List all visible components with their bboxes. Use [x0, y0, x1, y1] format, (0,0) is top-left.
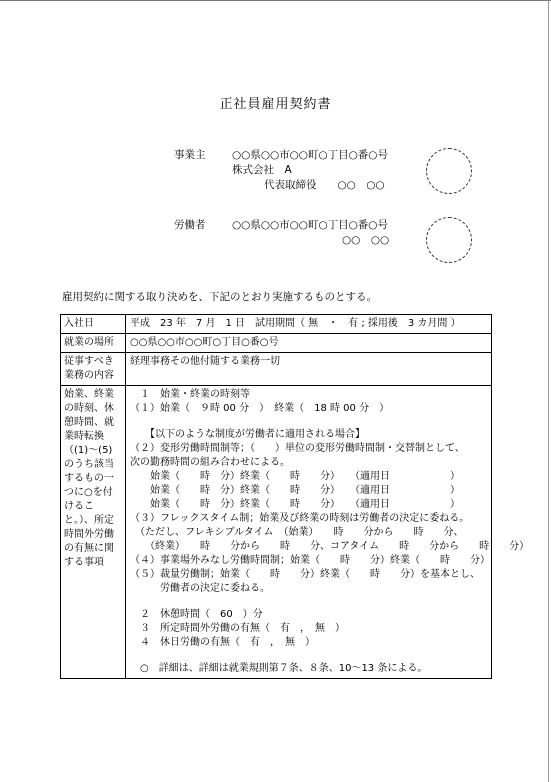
- worker-name: ○○ ○○: [342, 234, 390, 246]
- content-line: ２ 休憩時間（ 60 ）分: [130, 609, 263, 620]
- table-row: [61, 386, 492, 679]
- employer-seal-circle: [426, 148, 472, 194]
- employer-representative: 代表取締役 ○○ ○○: [264, 179, 385, 191]
- worker-label: 労働者: [174, 219, 206, 231]
- row-content: ○○県○○市○○町○丁目○番○号: [126, 334, 492, 353]
- content-line: （４）事業場外みなし労働時間制；始業（ 時 分）終業（ 時 分）: [130, 555, 490, 566]
- employer-label: 事業主: [174, 149, 206, 161]
- document-title: 正社員雇用契約書: [219, 97, 332, 112]
- content-line: 始業（ 時 分）終業（ 時 分） （適用日 ）: [130, 471, 460, 482]
- row-content: 経理事務その他付随する業務一切: [126, 353, 492, 386]
- intro-text: 雇用契約に関する取り決めを、下記のとおり実施するものとする。: [62, 291, 377, 303]
- employer-block: [174, 148, 434, 198]
- table-row: [61, 353, 492, 386]
- blank-line: [130, 416, 487, 428]
- row-label: 就業の場所: [61, 334, 126, 353]
- content-line: 始業（ 時 分）終業（ 時 分） （適用日 ）: [130, 485, 460, 496]
- page-top-border: [0, 0, 551, 1]
- content-line: （２）変形労働時間制等；（ ）単位の変形労働時間制・交替制として、: [130, 443, 465, 454]
- employer-address: ○○県○○市○○町○丁目○番○号: [232, 149, 388, 161]
- worker-seal-circle: [426, 217, 472, 263]
- row-label: 始業、終業の時刻、休憩時間、就業時転換（(1)～(5)のうち該当するもの一つに○を付けること。）、所定時間外労働の有無に関する事項: [61, 386, 126, 679]
- content-line: １ 始業・終業の時刻等: [130, 389, 250, 400]
- row-content-working-hours: [126, 386, 530, 679]
- content-line: ３ 所定時間外労働の有無（ 有 ， 無 ）: [130, 623, 345, 634]
- blank-line: [130, 596, 487, 608]
- content-line: （３）フレックスタイム制；始業及び終業の時刻は労働者の決定に委ねる。: [130, 513, 470, 524]
- content-line: （終業） 時 分から 時 分、コアタイム 時 分から 時 分）: [130, 541, 530, 552]
- table-row: [61, 315, 492, 334]
- content-line: 労働者の決定に委ねる。: [130, 583, 270, 594]
- content-line: （５）裁量労働制；始業（ 時 分）終業（ 時 分）を基本とし、: [130, 569, 480, 580]
- content-line: 次の勤務時間の組み合わせによる。: [130, 457, 290, 468]
- employer-company: 株式会社 A: [232, 164, 292, 176]
- content-line: （ただし、フレキシブルタイム （始業） 時 分から 時 分、: [130, 527, 464, 538]
- content-line: ○ 詳細は、詳細は就業規則第７条、８条、10～13 条による。: [130, 663, 428, 674]
- row-content: 平成 23 年 7 月 1 日 試用期間（ 無 ・ 有 ; 採用後 3 カ月間 ）: [126, 315, 492, 334]
- blank-line: [130, 650, 487, 662]
- row-label: 従事すべき業務の内容: [61, 353, 126, 386]
- worker-block: [174, 218, 434, 253]
- content-line: （１）始業（ ９時 00 分 ） 終業（ 18 時 00 分 ）: [130, 403, 390, 414]
- row-label: 入社日: [61, 315, 126, 334]
- content-line: ４ 休日労働の有無（ 有 ， 無 ）: [130, 637, 315, 648]
- contract-terms-table: [60, 314, 530, 679]
- table-row: [61, 334, 492, 353]
- content-line: 【以下のような制度が労働者に適用される場合】: [130, 429, 365, 440]
- content-line: 始業（ 時 分）終業（ 時 分） （適用日 ）: [130, 499, 460, 510]
- worker-address: ○○県○○市○○町○丁目○番○号: [232, 219, 388, 231]
- page-right-border: [548, 0, 549, 782]
